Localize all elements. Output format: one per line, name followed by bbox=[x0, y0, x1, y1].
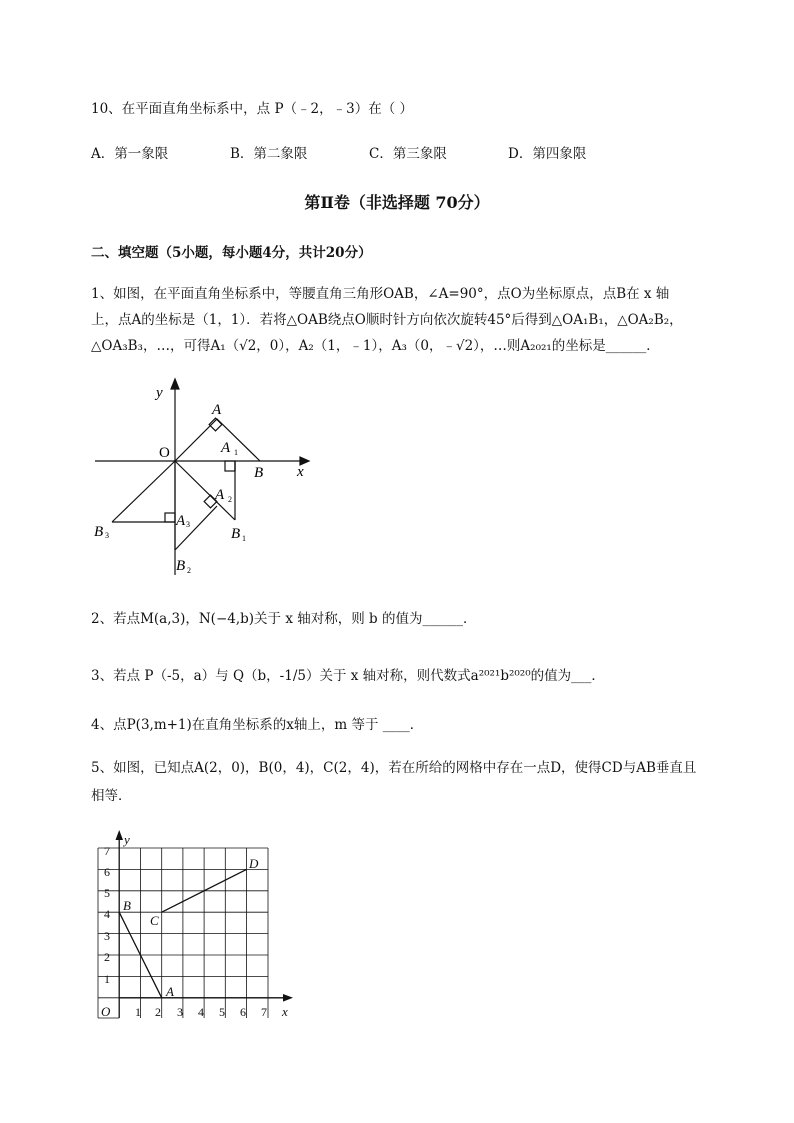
x-tick-2: 2 bbox=[155, 1005, 161, 1019]
grid-figure bbox=[90, 828, 300, 1026]
fig1-label-b2-sub: 2 bbox=[187, 566, 191, 575]
rotation-figure bbox=[90, 375, 320, 580]
fig1-label-a3-sub: 3 bbox=[186, 520, 190, 529]
x-tick-5: 5 bbox=[219, 1005, 225, 1019]
option-d: D．第四象限 bbox=[508, 146, 587, 162]
y-tick-1: 1 bbox=[104, 972, 110, 986]
x-tick-1: 1 bbox=[135, 1005, 141, 1019]
y-tick-4: 4 bbox=[104, 907, 110, 921]
fig1-label-y: y bbox=[156, 385, 163, 401]
problem-1-line-1: 1、如图，在平面直角坐标系中，等腰直角三角形OAB，∠A=90°，点O为坐标原点，点B在 x 轴 bbox=[91, 286, 670, 302]
fig1-label-b3: B bbox=[94, 524, 104, 540]
fig1-label-b1: B bbox=[231, 526, 241, 542]
problem-5-line-1: 5、如图，已知点A(2，0)，B(0，4)，C(2，4)，若在所给的网格中存在一点D，使得CD与AB垂直且 bbox=[91, 760, 697, 776]
section-header: 二、填空题（5小题，每小题4分，共计20分） bbox=[91, 245, 372, 261]
fig1-label-a2-sub: 2 bbox=[228, 495, 232, 504]
y-tick-5: 5 bbox=[104, 886, 110, 900]
problem-2: 2、若点M(a,3)，N(−4,b)关于 x 轴对称，则 b 的值为______． bbox=[91, 611, 477, 627]
option-a: A．第一象限 bbox=[91, 146, 169, 162]
fig1-label-b3-sub: 3 bbox=[105, 531, 109, 540]
x-tick-3: 3 bbox=[177, 1005, 183, 1019]
problem-1-line-2: 上，点A的坐标是（1，1）．若将△OAB绕点O顺时针方向依次旋转45°后得到△OA₁B₁，△OA₂B₂， bbox=[91, 312, 683, 328]
fig2-axis-y: y bbox=[124, 832, 130, 847]
y-tick-2: 2 bbox=[104, 950, 110, 964]
section-title: 第Ⅱ卷（非选择题 70分） bbox=[304, 193, 490, 212]
fig1-label-a1: A bbox=[221, 440, 231, 456]
fig2-point-d: D bbox=[249, 856, 259, 871]
fig1-label-a2: A bbox=[215, 487, 225, 503]
option-b: B．第二象限 bbox=[230, 146, 308, 162]
x-tick-7: 7 bbox=[261, 1005, 267, 1019]
fig1-label-o: O bbox=[159, 445, 170, 461]
option-c: C．第三象限 bbox=[369, 146, 447, 162]
y-tick-6: 6 bbox=[104, 865, 110, 879]
y-tick-3: 3 bbox=[104, 929, 110, 943]
x-tick-4: 4 bbox=[198, 1005, 204, 1019]
fig1-label-b2: B bbox=[176, 558, 186, 574]
fig1-label-a: A bbox=[212, 402, 222, 418]
fig1-label-b: B bbox=[254, 465, 264, 481]
question-10-text: 10、在平面直角坐标系中，点 P（﹣2，﹣3）在（ ） bbox=[91, 101, 414, 117]
fig1-label-x: x bbox=[297, 464, 304, 480]
fig2-point-b: B bbox=[123, 898, 131, 913]
y-tick-7: 7 bbox=[104, 844, 110, 858]
fig2-axis-x: x bbox=[282, 1004, 288, 1019]
problem-5-line-2: 相等． bbox=[91, 788, 132, 804]
fig1-label-b1-sub: 1 bbox=[242, 534, 246, 543]
fig2-point-c: C bbox=[150, 913, 159, 928]
problem-1-line-3: △OA₃B₃，…，可得A₁（√2，0），A₂（1，﹣1），A₃（0，﹣√2），…则A₂₀₂₁的坐标是______． bbox=[91, 338, 660, 354]
x-tick-6: 6 bbox=[240, 1005, 246, 1019]
problem-4: 4、点P(3,m+1)在直角坐标系的x轴上，m 等于 ____． bbox=[91, 717, 424, 733]
problem-3: 3、若点 P（-5，a）与 Q（b，-1/5）关于 x 轴对称，则代数式a²⁰²¹b²⁰²⁰的值为___． bbox=[91, 668, 605, 684]
fig1-label-a1-sub: 1 bbox=[234, 448, 238, 457]
fig2-origin: O bbox=[101, 1004, 111, 1019]
fig2-point-a: A bbox=[166, 984, 174, 999]
fig1-label-a3: A bbox=[176, 513, 186, 529]
